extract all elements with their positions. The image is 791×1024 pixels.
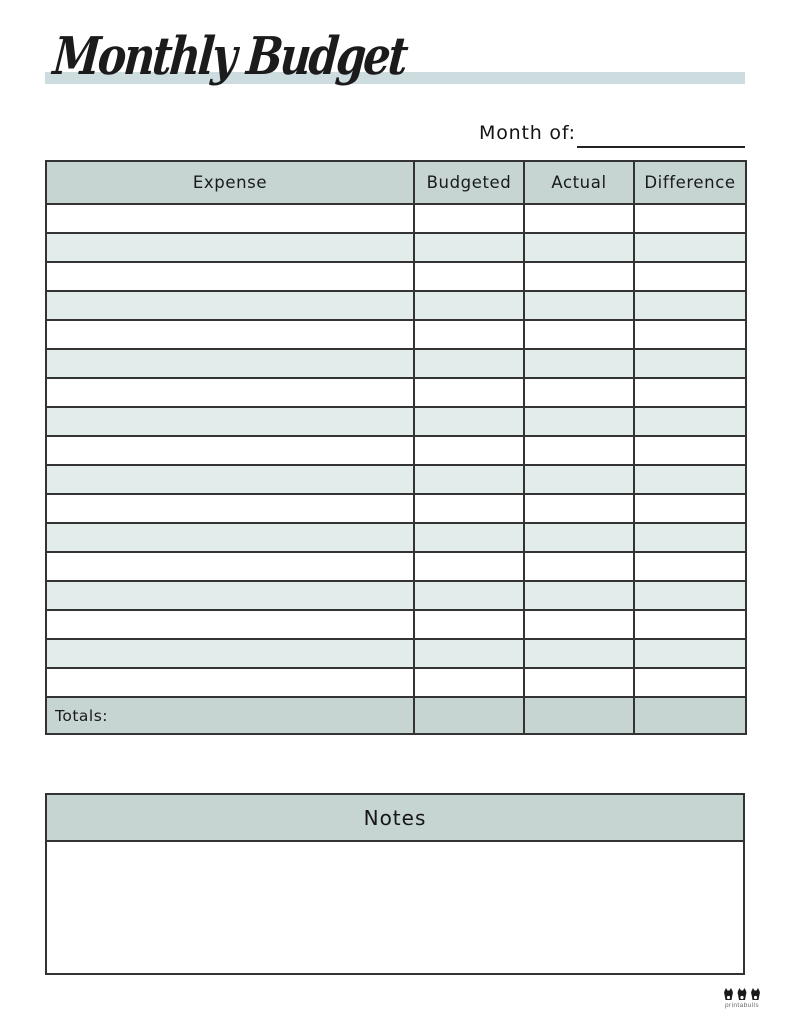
budget-table — [45, 160, 747, 735]
table-row — [46, 639, 746, 668]
table-row — [46, 668, 746, 697]
budget-table-header — [46, 161, 746, 204]
printabulls-logo — [716, 988, 768, 1009]
budget-cell — [634, 291, 746, 320]
budget-cell — [46, 639, 414, 668]
budget-cell — [46, 262, 414, 291]
budget-cell — [634, 349, 746, 378]
table-row — [46, 233, 746, 262]
budget-cell — [634, 494, 746, 523]
month-of-label: Month of: — [479, 122, 576, 144]
budget-cell — [524, 436, 634, 465]
budget-cell — [414, 320, 524, 349]
budget-cell — [46, 436, 414, 465]
totals-difference-cell — [634, 697, 746, 734]
budget-cell — [46, 291, 414, 320]
budget-cell — [634, 552, 746, 581]
table-row — [46, 552, 746, 581]
budget-cell — [524, 349, 634, 378]
budget-table-body — [46, 204, 746, 697]
budget-cell — [414, 262, 524, 291]
budget-cell — [414, 552, 524, 581]
budget-cell — [46, 465, 414, 494]
budget-cell — [524, 407, 634, 436]
budget-cell — [524, 610, 634, 639]
budget-cell — [46, 407, 414, 436]
brand-name: printabulls — [724, 1002, 760, 1009]
budget-cell — [634, 436, 746, 465]
budget-cell — [524, 668, 634, 697]
budget-cell — [634, 407, 746, 436]
table-row — [46, 581, 746, 610]
budget-cell — [524, 204, 634, 233]
table-row — [46, 378, 746, 407]
budget-cell — [634, 320, 746, 349]
column-header-budgeted: Budgeted — [414, 161, 524, 204]
budget-cell — [46, 668, 414, 697]
table-row — [46, 436, 746, 465]
budget-cell — [414, 349, 524, 378]
table-row — [46, 523, 746, 552]
table-row — [46, 320, 746, 349]
table-row — [46, 262, 746, 291]
budget-cell — [46, 552, 414, 581]
budget-cell — [524, 291, 634, 320]
budget-cell — [524, 262, 634, 291]
table-row — [46, 610, 746, 639]
budget-cell — [46, 204, 414, 233]
budget-cell — [414, 233, 524, 262]
totals-budgeted-cell — [414, 697, 524, 734]
table-row — [46, 204, 746, 233]
month-of-blank-line — [577, 146, 745, 148]
budget-cell — [414, 204, 524, 233]
budget-cell — [634, 581, 746, 610]
budget-cell — [414, 291, 524, 320]
budget-cell — [46, 320, 414, 349]
budget-cell — [634, 204, 746, 233]
column-header-expense: Expense — [46, 161, 414, 204]
budget-cell — [414, 378, 524, 407]
budget-cell — [634, 233, 746, 262]
bulldogs-icon — [723, 988, 761, 1001]
budget-cell — [524, 639, 634, 668]
budget-cell — [414, 465, 524, 494]
table-row — [46, 494, 746, 523]
budget-cell — [634, 465, 746, 494]
budget-cell — [414, 436, 524, 465]
budget-cell — [46, 523, 414, 552]
budget-cell — [634, 639, 746, 668]
budget-cell — [524, 552, 634, 581]
notes-section — [45, 793, 745, 975]
budget-cell — [524, 523, 634, 552]
notes-body — [47, 842, 743, 973]
budget-cell — [634, 523, 746, 552]
budget-cell — [524, 465, 634, 494]
budget-cell — [46, 581, 414, 610]
page-title: Monthly Budget — [50, 26, 409, 87]
budget-cell — [524, 581, 634, 610]
budget-cell — [46, 233, 414, 262]
budget-cell — [414, 407, 524, 436]
budget-cell — [414, 668, 524, 697]
budget-cell — [46, 349, 414, 378]
budget-cell — [524, 494, 634, 523]
budget-cell — [46, 378, 414, 407]
budget-table-footer — [46, 697, 746, 734]
budget-cell — [634, 262, 746, 291]
budget-cell — [46, 610, 414, 639]
notes-header: Notes — [47, 795, 743, 842]
column-header-difference: Difference — [634, 161, 746, 204]
table-row — [46, 349, 746, 378]
column-header-actual: Actual — [524, 161, 634, 204]
table-row — [46, 465, 746, 494]
budget-cell — [634, 610, 746, 639]
budget-cell — [414, 639, 524, 668]
budget-cell — [414, 494, 524, 523]
budget-cell — [524, 378, 634, 407]
table-row — [46, 407, 746, 436]
budget-cell — [524, 233, 634, 262]
totals-row — [46, 697, 746, 734]
budget-cell — [414, 610, 524, 639]
totals-label-cell: Totals: — [46, 697, 414, 734]
budget-cell — [634, 378, 746, 407]
table-row — [46, 291, 746, 320]
totals-actual-cell — [524, 697, 634, 734]
budget-cell — [414, 523, 524, 552]
budget-cell — [46, 494, 414, 523]
budget-cell — [524, 320, 634, 349]
budget-cell — [414, 581, 524, 610]
budget-cell — [634, 668, 746, 697]
